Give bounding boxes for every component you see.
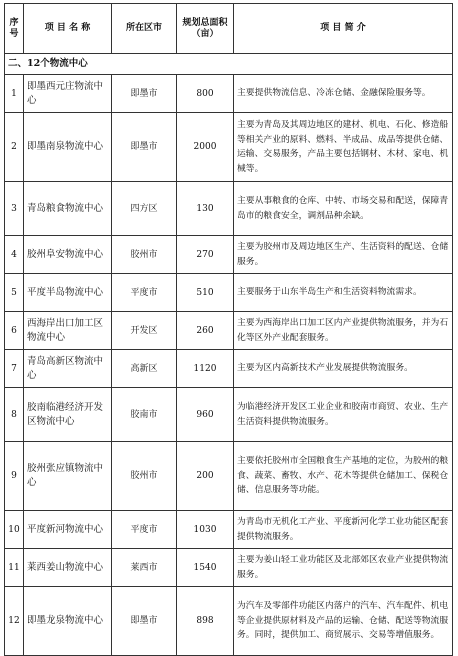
project-name: 平度新河物流中心 xyxy=(24,511,112,549)
row-number: 11 xyxy=(5,549,24,587)
district: 胶州市 xyxy=(112,442,177,511)
planned-area: 1120 xyxy=(177,350,234,388)
planned-area: 270 xyxy=(177,236,234,274)
planned-area: 260 xyxy=(177,312,234,350)
row-number: 4 xyxy=(5,236,24,274)
project-description: 主要服务于山东半岛生产和生活资料物流需求。 xyxy=(234,274,453,312)
row-number: 5 xyxy=(5,274,24,312)
project-description: 主要为胶州市及周边地区生产、生活资料的配送、仓储服务。 xyxy=(234,236,453,274)
project-name: 即墨南泉物流中心 xyxy=(24,113,112,182)
planned-area: 130 xyxy=(177,182,234,236)
project-description: 主要提供物流信息、冷冻仓储、金融保险服务等。 xyxy=(234,75,453,113)
project-description: 为汽车及零部件功能区内落户的汽车、汽车配件、机电等企业提供原材料及产品的运输、仓储、配送等物流服务。同时，提供加工、商贸展示、交易等增值服务。 xyxy=(234,587,453,656)
project-name: 莱西姜山物流中心 xyxy=(24,549,112,587)
logistics-table xyxy=(4,3,453,656)
row-number: 9 xyxy=(5,442,24,511)
district: 即墨市 xyxy=(112,75,177,113)
header-name: 项 目 名 称 xyxy=(24,4,112,54)
project-description: 主要从事粮食的仓库、中转、市场交易和配送，保障青岛市的粮食安全，调剂品种余缺。 xyxy=(234,182,453,236)
table-row xyxy=(5,549,453,587)
district: 高新区 xyxy=(112,350,177,388)
table-row xyxy=(5,236,453,274)
project-description: 主要为姜山轻工业功能区及北部郊区农业产业提供物流服务。 xyxy=(234,549,453,587)
district: 平度市 xyxy=(112,274,177,312)
project-description: 为临港经济开发区工业企业和胶南市商贸、农业、生产生活资料提供物流服务。 xyxy=(234,388,453,442)
district: 四方区 xyxy=(112,182,177,236)
planned-area: 960 xyxy=(177,388,234,442)
district: 开发区 xyxy=(112,312,177,350)
table-row xyxy=(5,113,453,182)
project-name: 即墨龙泉物流中心 xyxy=(24,587,112,656)
project-name: 平度半岛物流中心 xyxy=(24,274,112,312)
project-name: 西海岸出口加工区物流中心 xyxy=(24,312,112,350)
project-description: 主要为青岛及其周边地区的建材、机电、石化、修造船等相关产业的原料、燃料、半成品、成品等提供仓储、运输、交易服务，产品主要包括钢材、木材、家电、机械等。 xyxy=(234,113,453,182)
project-description: 主要为区内高新技术产业发展提供物流服务。 xyxy=(234,350,453,388)
district: 即墨市 xyxy=(112,587,177,656)
project-description: 主要依托胶州市全国粮食生产基地的定位，为胶州的粮食、蔬菜、畜牧、水产、花木等提供仓储加工、保税仓储、信息服务等功能。 xyxy=(234,442,453,511)
project-name: 胶州张应镇物流中心 xyxy=(24,442,112,511)
table-row xyxy=(5,388,453,442)
row-number: 3 xyxy=(5,182,24,236)
planned-area: 800 xyxy=(177,75,234,113)
section-row xyxy=(5,54,453,75)
table-row xyxy=(5,442,453,511)
table-row xyxy=(5,511,453,549)
planned-area: 510 xyxy=(177,274,234,312)
project-name: 胶州阜安物流中心 xyxy=(24,236,112,274)
project-name: 青岛高新区物流中心 xyxy=(24,350,112,388)
table-row xyxy=(5,587,453,656)
row-number: 8 xyxy=(5,388,24,442)
table-header-row xyxy=(5,4,453,54)
district: 平度市 xyxy=(112,511,177,549)
project-name: 即墨西元庄物流中心 xyxy=(24,75,112,113)
table-row xyxy=(5,182,453,236)
row-number: 2 xyxy=(5,113,24,182)
row-number: 12 xyxy=(5,587,24,656)
district: 胶州市 xyxy=(112,236,177,274)
row-number: 6 xyxy=(5,312,24,350)
header-no: 序号 xyxy=(5,4,24,54)
project-description: 主要为西海岸出口加工区内产业提供物流服务，并为石化等区外产业配套服务。 xyxy=(234,312,453,350)
header-district: 所在区市 xyxy=(112,4,177,54)
planned-area: 898 xyxy=(177,587,234,656)
document-page xyxy=(4,3,452,656)
planned-area: 200 xyxy=(177,442,234,511)
project-name: 胶南临港经济开发区物流中心 xyxy=(24,388,112,442)
district: 莱西市 xyxy=(112,549,177,587)
planned-area: 1540 xyxy=(177,549,234,587)
district: 胶南市 xyxy=(112,388,177,442)
row-number: 1 xyxy=(5,75,24,113)
project-description: 为青岛市无机化工产业、平度新河化学工业功能区配套提供物流服务。 xyxy=(234,511,453,549)
header-desc: 项 目 简 介 xyxy=(234,4,453,54)
table-row xyxy=(5,274,453,312)
section-title: 二、12个物流中心 xyxy=(5,54,453,75)
table-row xyxy=(5,350,453,388)
project-name: 青岛粮食物流中心 xyxy=(24,182,112,236)
planned-area: 1030 xyxy=(177,511,234,549)
table-row xyxy=(5,312,453,350)
table-row xyxy=(5,75,453,113)
row-number: 7 xyxy=(5,350,24,388)
row-number: 10 xyxy=(5,511,24,549)
planned-area: 2000 xyxy=(177,113,234,182)
district: 即墨市 xyxy=(112,113,177,182)
header-area: 规划总面积（亩） xyxy=(177,4,234,54)
